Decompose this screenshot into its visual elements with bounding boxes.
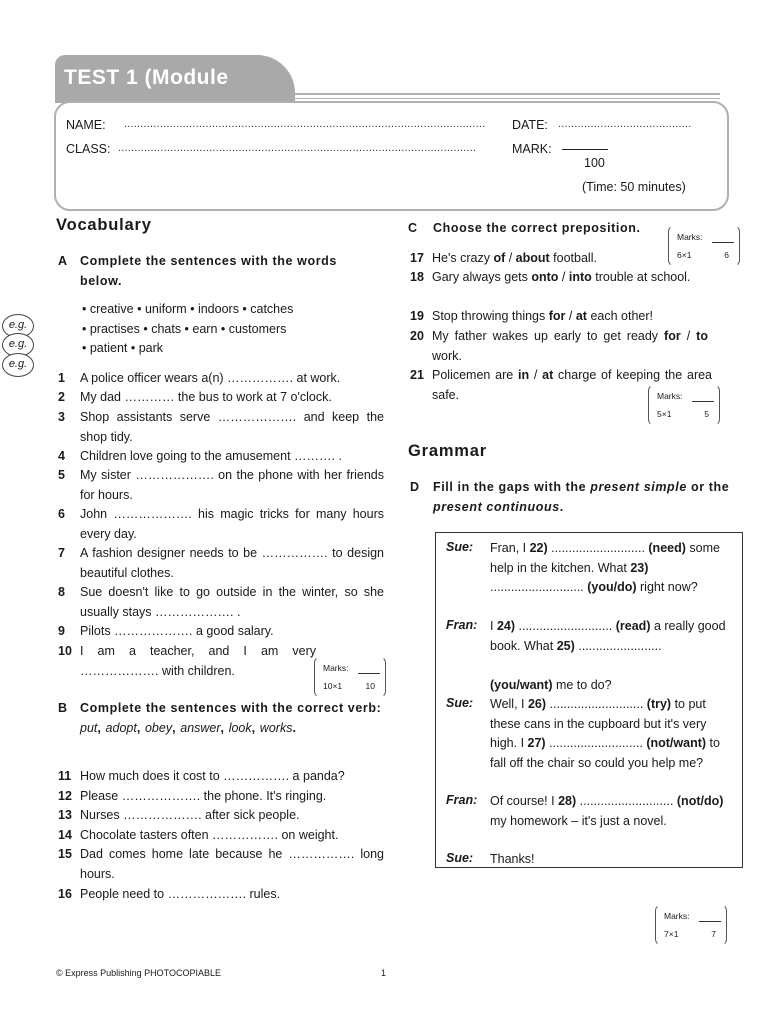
verb-option: adopt [105,721,137,735]
section-b-letter: B [58,701,68,715]
class-field[interactable]: .............................................................................................................. [118,142,477,154]
question-21: 21 Policemen are in / at charge of keeping the area safe. [410,368,713,402]
question-16: 16 People need to ………………. rules. [58,887,281,901]
name-field[interactable]: ............................................................................................................... [124,118,486,130]
word-bank-line: • practises • chats • earn • customers [82,322,287,336]
marks-box-a: Marks: 10×1 10 [314,656,386,698]
question-15: 15 Dad comes home late because he ……………. long hours. [58,847,384,881]
question-7: 7 A fashion designer needs to be ……………. to design beautiful clothes. [58,546,384,580]
question-9: 9 Pilots ………………. a good salary. [58,624,274,638]
section-c-letter: C [408,221,418,235]
word-bank-line: • creative • uniform • indoors • catches [82,302,294,316]
mark-total: 100 [584,156,605,170]
eg-sticker: e.g. [2,314,34,338]
dialogue-line: I 24) ........................... (read) a really good book. What 25) ........................ (you/want) me to do? [490,619,726,692]
speaker-label: Sue: [446,540,474,554]
verb-option: look [228,721,252,735]
dialogue-line: Of course! I 28) ........................... (not/do) my homework – it's just a novel. [490,794,724,828]
question-13: 13 Nurses ………………. after sick people. [58,808,300,822]
question-10: 10 I am a teacher, and I am very ………………. with children. [58,644,316,678]
eg-sticker: e.g. [2,353,34,377]
dialogue-box [435,532,743,868]
speaker-label: Sue: [446,696,474,710]
section-d-letter: D [410,480,420,494]
verb-option: answer [180,721,221,735]
footer-copyright: © Express Publishing PHOTOCOPIABLE [56,968,222,978]
question-18: 18 Gary always gets onto / into trouble at school. [410,270,691,284]
speaker-label: Fran: [446,618,478,632]
dialogue-line: Fran, I 22) ........................... (need) some help in the kitchen. What 23) ........................... (you/do) right now? [490,541,720,594]
time-note: (Time: 50 minutes) [582,180,686,194]
section-c-instruction: Choose the correct preposition. [433,221,641,235]
vocabulary-heading: Vocabulary [56,216,152,234]
section-a-instruction: Complete the sentences with the words below. [80,254,337,288]
eg-sticker: e.g. [2,333,34,357]
date-field[interactable]: ......................................... [558,118,692,130]
question-14: 14 Chocolate tasters often ……………. on weight. [58,828,339,842]
question-5: 5 My sister ………………. on the phone with her friends for hours. [58,468,384,502]
section-a-letter: A [58,254,68,268]
date-label: DATE: [512,118,548,132]
marks-box-c1: Marks: 6×1 6 [668,225,740,267]
page-title: TEST 1 (Module [64,66,229,89]
dialogue-line: Thanks! [490,852,535,866]
name-label: NAME: [66,118,106,132]
question-12: 12 Please ………………. the phone. It's ringing. [58,789,327,803]
page-number: 1 [381,968,387,978]
verb-option: obey [144,721,173,735]
section-b-instruction: Complete the sentences with the correct verb: put, adopt, obey, answer, look, works. [80,701,382,735]
question-19: 19 Stop throwing things for / at each other! [410,309,653,323]
speaker-label: Fran: [446,793,478,807]
marks-box-d: Marks: 7×1 7 [655,904,727,946]
question-1: 1 A police officer wears a(n) ……………. at work. [58,371,341,385]
mark-line[interactable] [562,149,608,150]
mark-label: MARK: [512,142,552,156]
section-d-instruction: Fill in the gaps with the present simple or the present continuous. [433,480,730,514]
question-2: 2 My dad ………… the bus to work at 7 o'clock. [58,390,332,404]
question-8: 8 Sue doesn't like to go outside in the winter, so she usually stays ………………. . [58,585,384,619]
dialogue-line: Well, I 26) ........................... (try) to put these cans in the cupboard but it's very high. I 27) ........................... (not/want) to fall off the chair so could you help me? [490,697,720,770]
header-rule [290,93,720,95]
verb-option: works [259,721,293,735]
question-20: 20 My father wakes up early to get ready for / to work. [410,329,708,363]
question-17: 17 He's crazy of / about football. [410,251,597,265]
verb-option: put [80,721,98,735]
question-6: 6 John ………………. his magic tricks for many hours every day. [58,507,384,541]
question-11: 11 How much does it cost to ……………. a panda? [58,769,345,783]
speaker-label: Sue: [446,851,474,865]
question-3: 3 Shop assistants serve ………………. and keep the shop tidy. [58,410,384,444]
question-4: 4 Children love going to the amusement ………. . [58,449,342,463]
class-label: CLASS: [66,142,111,156]
marks-box-c2: Marks: 5×1 5 [648,384,720,426]
grammar-heading: Grammar [408,442,487,460]
word-bank-line: • patient • park [82,341,164,355]
header-rule-thin [290,98,720,99]
